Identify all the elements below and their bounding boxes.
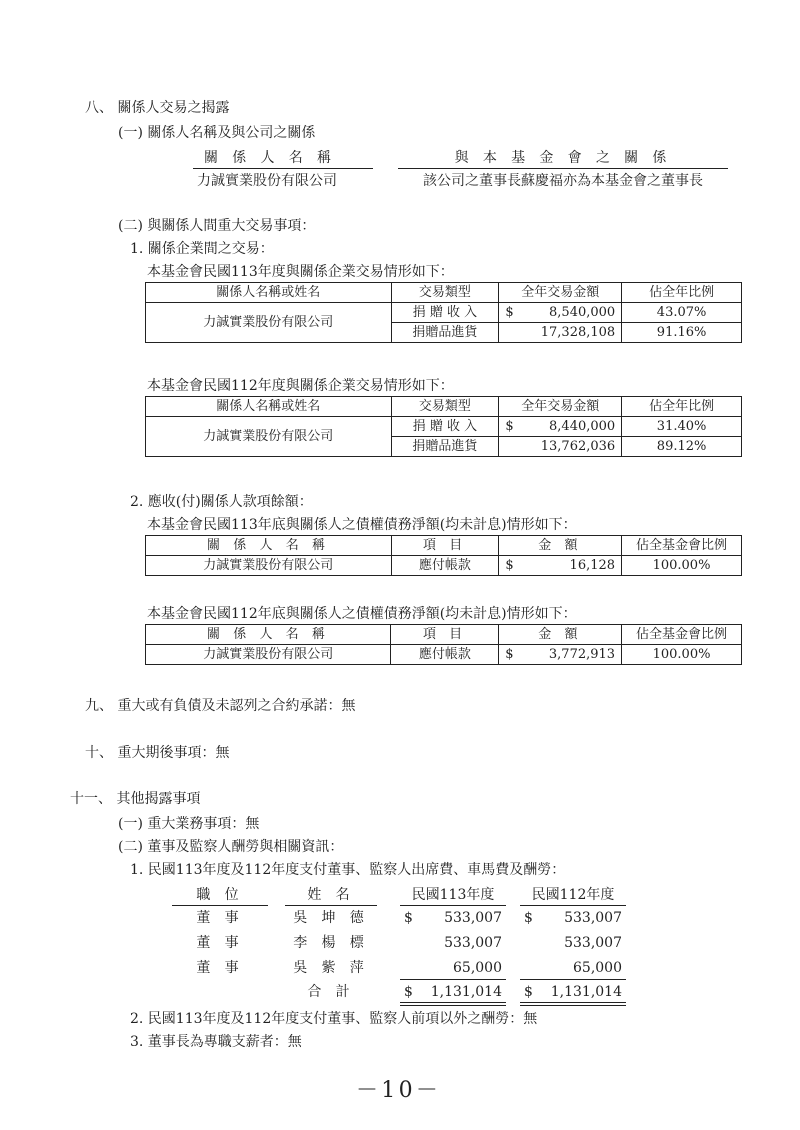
balance-pct: 100.00% [622,645,742,665]
section-11-sub2: (二) 董事及監察人酬勞與相關資訊： [118,839,344,855]
comp-header-position: 職 位 [196,887,244,903]
table-header-row [146,625,742,645]
balance-item: 應付帳款 [391,556,499,576]
bal113-table [145,535,742,576]
comp-value-113: 533,007 [444,935,502,951]
amount-value: 16,128 [569,557,616,573]
comp-value-112: 533,007 [564,910,622,926]
subtotal-rule [400,979,506,980]
tx-amount [499,437,622,457]
tx113-table [145,282,742,343]
table-header-row [146,397,742,417]
bal112-table [145,624,742,665]
total-double-rule [520,1002,626,1006]
comp-value-112: 65,000 [573,960,622,976]
col-header: 交易類型 [391,283,499,303]
section-8-sub2: (二) 與關係人間重大交易事項： [118,218,316,234]
col-header: 關 係 人 名 稱 [146,536,392,556]
total-double-rule [400,1002,506,1006]
balance-amount [499,556,622,576]
currency-symbol: $ [404,910,413,926]
table-header-row [146,536,742,556]
comp-name: 吳 紫 萍 [293,960,369,976]
balance-amount [499,645,622,665]
table-header-row [146,283,742,303]
col-header: 佔全基金會比例 [622,536,742,556]
section-11-item2: 2. 民國113年度及112年度支付董事、監察人前項以外之酬勞：無 [130,1011,538,1027]
page-number: －10－ [356,1078,442,1103]
tx-amount [499,303,622,323]
col-header: 佔全基金會比例 [622,625,742,645]
tx113-caption: 本基金會民國113年度與關係企業交易情形如下： [147,264,454,280]
subtotal-rule [520,979,626,980]
comp-header-name: 姓 名 [307,887,355,903]
amount-value: 3,772,913 [548,646,616,662]
currency-symbol: $ [404,984,413,1000]
amount-value: 13,762,036 [540,438,616,454]
party-name: 力誠實業股份有限公司 [146,303,392,343]
tx112-caption: 本基金會民國112年度與關係企業交易情形如下： [147,378,454,394]
comp-header-y112: 民國112年度 [531,887,615,903]
tx-amount [499,323,622,343]
col-header: 佔全年比例 [622,397,742,417]
comp-total-label: 合 計 [307,984,355,1000]
currency-symbol: $ [524,910,533,926]
tx-type: 捐 贈 收 入 [391,417,499,437]
currency-symbol: $ [524,984,533,1000]
comp-value-113: 533,007 [444,910,502,926]
comp-header-rule [400,905,506,906]
col-header: 關係人名稱或姓名 [146,283,392,303]
section-11-title: 十一、 其他揭露事項 [70,791,201,807]
rel-header-rule-right [398,168,728,169]
bal113-caption: 本基金會民國113年底與關係人之債權債務淨額(均未計息)情形如下： [147,517,577,533]
section-8-title: 八、 關係人交易之揭露 [85,100,230,116]
currency-symbol: $ [505,418,514,434]
balance-pct: 100.00% [622,556,742,576]
comp-name: 李 楊 標 [293,935,369,951]
rel-relation: 該公司之董事長蘇慶福亦為本基金會之董事長 [423,173,703,189]
section-10: 十、 重大期後事項：無 [85,745,230,761]
comp-name: 吳 坤 德 [293,910,369,926]
tx-type: 捐贈品進貨 [391,437,499,457]
comp-header-y113: 民國113年度 [411,887,495,903]
section-8-item1: 1. 關係企業間之交易： [130,241,274,257]
tx-pct: 91.16% [622,323,742,343]
tx112-table [145,396,742,457]
col-header: 關 係 人 名 稱 [146,625,391,645]
amount-value: 8,440,000 [549,418,616,434]
table-row [146,645,742,665]
bal112-caption: 本基金會民國112年底與關係人之債權債務淨額(均未計息)情形如下： [147,606,577,622]
comp-value-113: 65,000 [453,960,502,976]
section-11-item3: 3. 董事長為專職支薪者：無 [130,1034,302,1050]
party-name: 力誠實業股份有限公司 [146,645,391,665]
table-row [146,303,742,323]
amount-value: 17,328,108 [540,324,616,340]
col-header: 全年交易金額 [499,397,622,417]
col-header: 金 額 [499,625,622,645]
table-row [146,556,742,576]
comp-position: 董 事 [196,910,244,926]
col-header: 全年交易金額 [499,283,622,303]
balance-item: 應付帳款 [391,645,499,665]
comp-header-rule [520,905,626,906]
tx-type: 捐 贈 收 入 [391,303,499,323]
rel-name: 力誠實業股份有限公司 [197,173,337,189]
comp-header-rule [285,905,377,906]
tx-type: 捐贈品進貨 [391,323,499,343]
currency-symbol: $ [505,557,514,573]
section-8-sub1: (一) 關係人名稱及與公司之關係 [118,125,316,141]
tx-pct: 43.07% [622,303,742,323]
rel-header-rule-left [193,168,373,169]
amount-value: 8,540,000 [549,304,616,320]
col-header: 佔全年比例 [622,283,742,303]
section-11-item1: 1. 民國113年度及112年度支付董事、監察人出席費、車馬費及酬勞： [130,862,566,878]
col-header: 交易類型 [391,397,499,417]
col-header: 項 目 [391,625,499,645]
section-8-item2: 2. 應收(付)關係人款項餘額： [130,494,313,510]
comp-header-rule [172,905,268,906]
comp-position: 董 事 [196,960,244,976]
col-header: 關係人名稱或姓名 [146,397,392,417]
tx-pct: 31.40% [622,417,742,437]
currency-symbol: $ [505,304,514,320]
tx-pct: 89.12% [622,437,742,457]
party-name: 力誠實業股份有限公司 [146,556,392,576]
section-11-sub1: (一) 重大業務事項：無 [118,816,260,832]
rel-header-name: 關 係 人 名 稱 [204,150,336,166]
comp-position: 董 事 [196,935,244,951]
section-9: 九、 重大或有負債及未認列之合約承諾：無 [85,698,356,714]
currency-symbol: $ [505,646,514,662]
col-header: 項 目 [391,536,499,556]
comp-value-112: 533,007 [564,935,622,951]
comp-total-113: 1,131,014 [430,984,502,1000]
tx-amount [499,417,622,437]
table-row [146,417,742,437]
comp-total-112: 1,131,014 [550,984,622,1000]
party-name: 力誠實業股份有限公司 [146,417,392,457]
col-header: 金 額 [499,536,622,556]
rel-header-relation: 與 本 基 金 會 之 關 係 [454,150,672,166]
